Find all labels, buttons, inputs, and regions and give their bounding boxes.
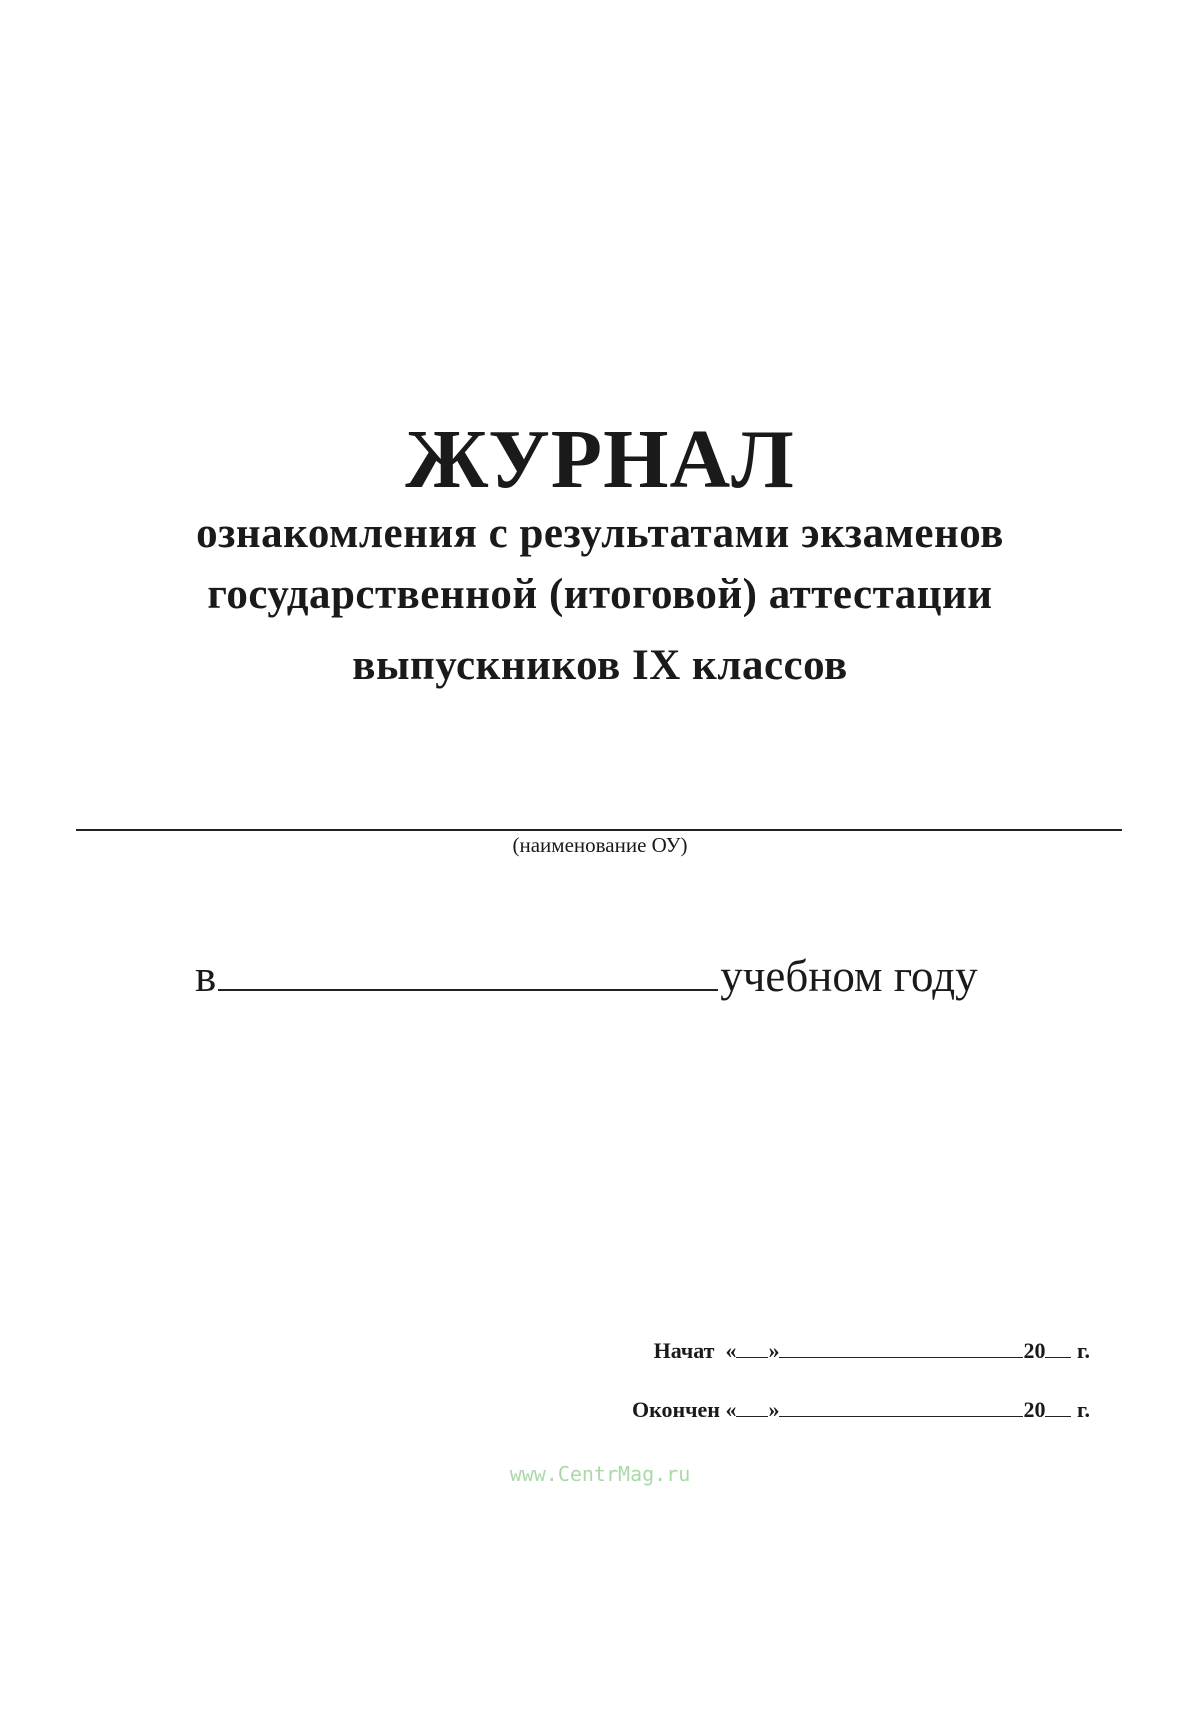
subtitle-line-3: выпускников IX классов xyxy=(352,642,848,689)
started-year-abbr: г. xyxy=(1076,1338,1090,1363)
watermark: www.CentrMag.ru xyxy=(509,1462,691,1486)
organization-name-line xyxy=(76,829,1122,831)
started-day-blank xyxy=(736,1356,768,1358)
started-year-blank xyxy=(1045,1356,1071,1358)
finished-date-row xyxy=(632,1397,1090,1423)
organization-caption: (наименование ОУ) xyxy=(512,833,688,857)
finished-month-blank xyxy=(779,1415,1023,1417)
finished-day-blank xyxy=(736,1415,768,1417)
started-quote-close: » xyxy=(768,1338,780,1363)
year-prefix: в xyxy=(195,951,217,1001)
academic-year-blank xyxy=(218,988,718,991)
subtitle-line-1: ознакомления с результатами экзаменов xyxy=(196,510,1004,557)
started-label: Начат xyxy=(653,1338,715,1363)
journal-title: ЖУРНАЛ xyxy=(405,413,795,506)
subtitle-line-2: государственной (итоговой) аттестации xyxy=(207,571,993,618)
year-suffix: учебном году xyxy=(720,951,978,1001)
title-block xyxy=(0,413,1200,689)
finished-quote-open: « xyxy=(725,1397,737,1422)
started-date-row xyxy=(654,1338,1090,1364)
finished-century: 20 xyxy=(1023,1397,1046,1422)
started-month-blank xyxy=(779,1356,1023,1358)
finished-quote-close: » xyxy=(768,1397,780,1422)
finished-label: Окончен xyxy=(631,1397,720,1422)
started-century: 20 xyxy=(1023,1338,1046,1363)
academic-year-row xyxy=(195,950,978,1002)
started-quote-open: « xyxy=(725,1338,737,1363)
finished-year-abbr: г. xyxy=(1076,1397,1090,1422)
finished-year-blank xyxy=(1045,1415,1071,1417)
